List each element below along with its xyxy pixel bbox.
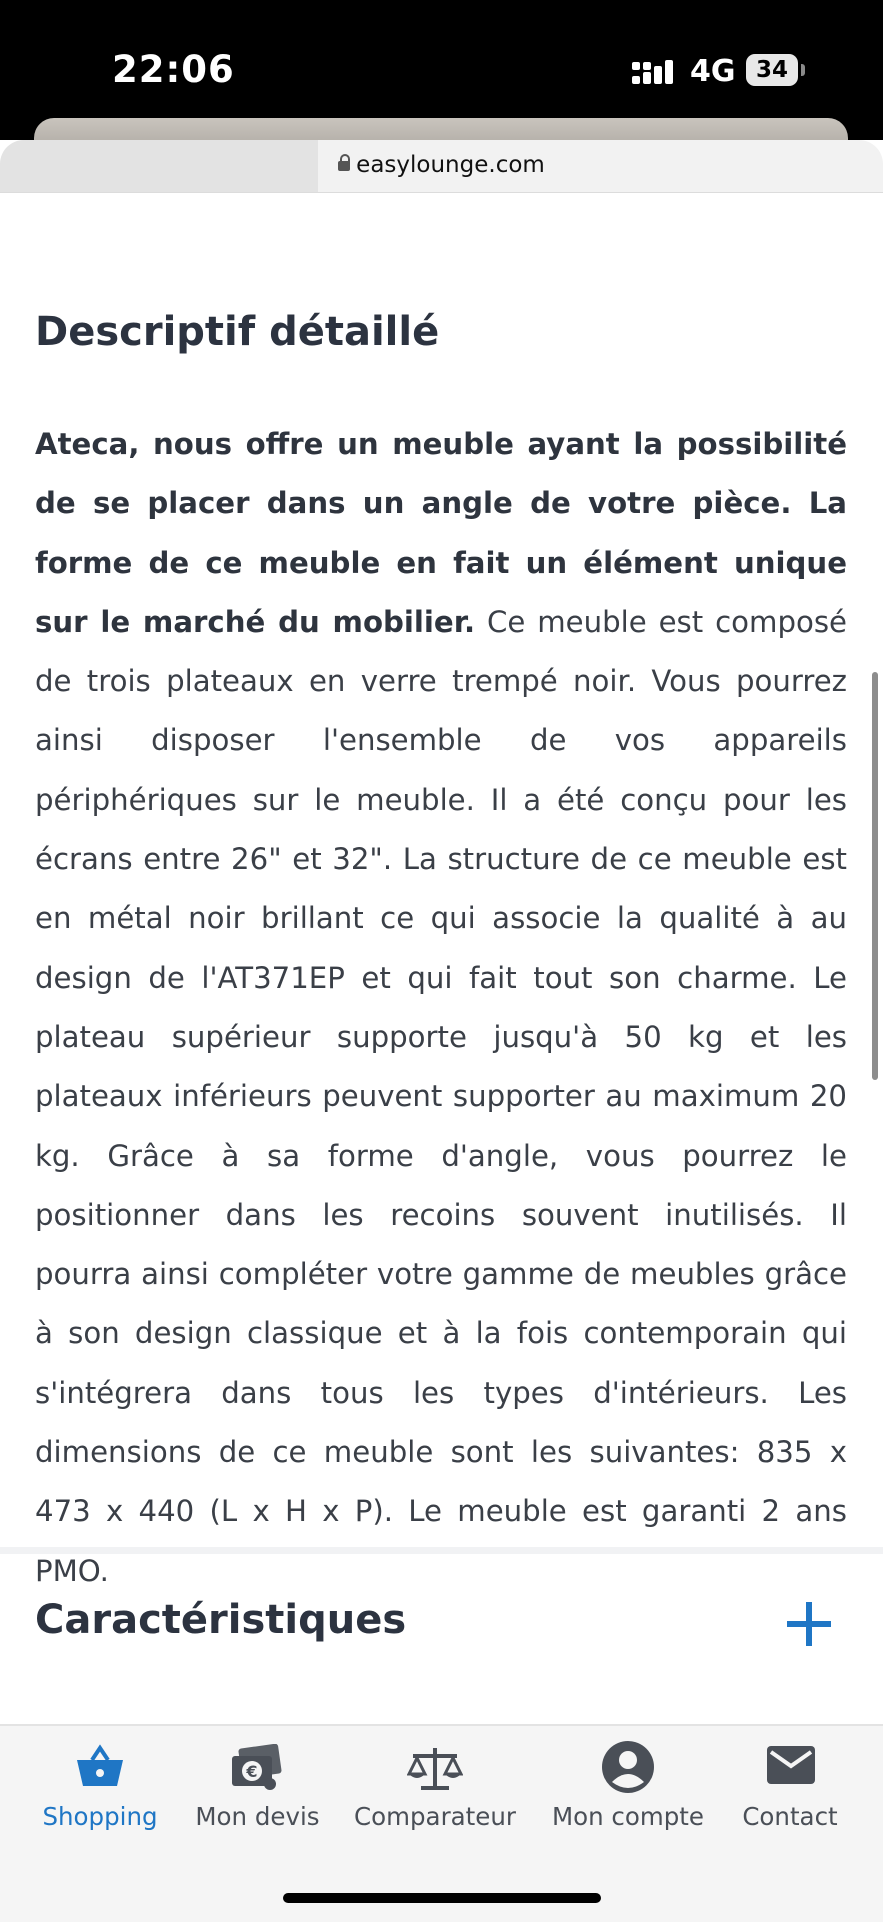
description-body: Ce meuble est composé de trois plateaux en verre trempé noir. Vous pourrez ainsi disposer l'ensemble de vos appareils périphériques sur le meuble. Il a été conçu pour les écrans entre 26" et 32". La structure de ce meuble est en métal noir brillant ce qui associe la qualité à au design de l'AT371EP et qui fait tout son charme. Le plateau supérieur supporte jusqu'à 50 kg et les plateaux inférieurs peuvent supporter au maximum 20 kg. Grâce à sa forme d'angle, vous pourrez le positionner dans les recoins souvent inutilisés. Il pourra ainsi compléter votre gamme de meubles grâce à son design classique et à la fois contemporain qui s'intégrera dans tous les types d'intérieurs. Les dimensions de ce meuble sont les suivantes: 835 x 473 x 440 (L x H x P). Le meuble est garanti 2 ans PMO. [35, 604, 847, 1588]
nav-item-shopping[interactable] [30, 1726, 170, 1846]
characteristics-title[interactable]: Caractéristiques [35, 1597, 407, 1643]
expand-plus-icon[interactable] [785, 1600, 833, 1648]
network-type: 4G [690, 54, 736, 89]
nav-item-contact[interactable] [735, 1726, 845, 1846]
mail-icon [767, 1746, 815, 1784]
home-indicator [283, 1893, 601, 1903]
nav-item-quote[interactable] [190, 1726, 325, 1846]
description-text [35, 415, 847, 1601]
account-icon [601, 1740, 655, 1794]
nav-label: Comparateur [354, 1802, 516, 1831]
nav-item-account[interactable] [548, 1726, 708, 1846]
section-divider [0, 1547, 883, 1554]
scale-icon [407, 1744, 463, 1792]
signal-icon [632, 58, 676, 88]
battery-icon: 34 [746, 54, 798, 86]
url-bar[interactable] [0, 140, 883, 193]
nav-label: Mon compte [551, 1802, 704, 1831]
scrollbar[interactable] [872, 672, 878, 1080]
url-text: easylounge.com [356, 152, 545, 178]
status-bar [0, 0, 883, 140]
status-time: 22:06 [112, 48, 235, 91]
nav-label: Shopping [42, 1802, 158, 1831]
nav-label: Mon devis [195, 1802, 320, 1831]
lock-icon [338, 161, 350, 171]
nav-label: Contact [742, 1802, 838, 1831]
address[interactable] [0, 152, 883, 178]
basket-icon [75, 1744, 125, 1788]
description-bold: Ateca, nous offre un meuble ayant la possibilité de se placer dans un angle de votre pièce. La forme de ce meuble en fait un élément unique sur le marché du mobilier. [35, 427, 847, 639]
battery-nub [801, 64, 805, 76]
svg-text:€: € [246, 1762, 258, 1781]
quote-icon [230, 1744, 284, 1792]
nav-item-compare[interactable] [350, 1726, 520, 1846]
section-title: Descriptif détaillé [35, 309, 440, 355]
